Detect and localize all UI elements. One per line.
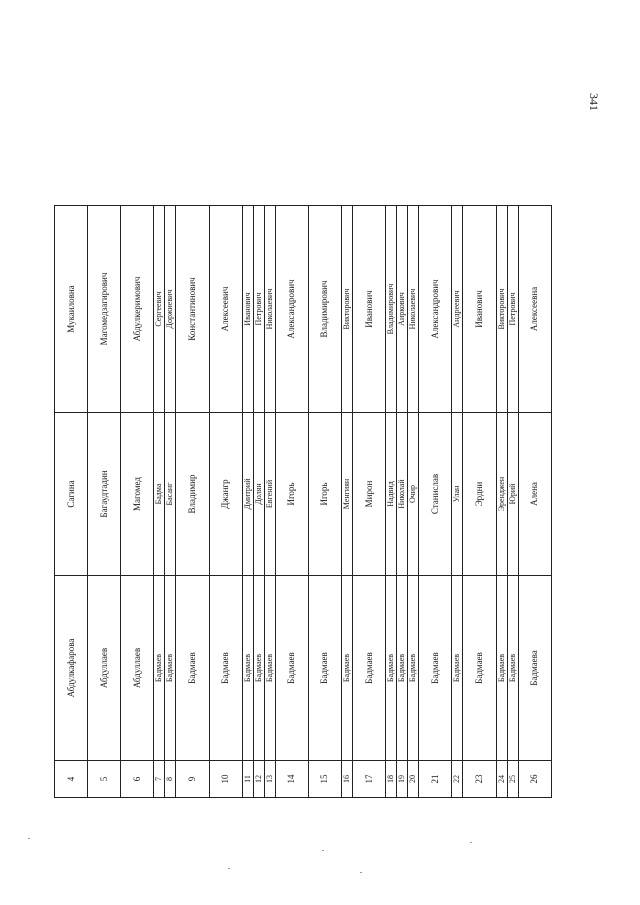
patronymic-cell: Иванович xyxy=(242,206,253,413)
table-row xyxy=(463,206,496,798)
persons-table xyxy=(54,205,552,798)
table-row xyxy=(209,206,242,798)
first-name-cell: Владимир xyxy=(176,413,209,576)
row-number-cell: 11 xyxy=(242,761,253,798)
first-name-cell: Юрий xyxy=(507,413,518,576)
row-number-cell: 18 xyxy=(386,761,397,798)
table-row xyxy=(507,206,518,798)
scan-speck xyxy=(360,872,362,873)
first-name-cell: Игорь xyxy=(275,413,308,576)
patronymic-cell: Александрович xyxy=(275,206,308,413)
page-number: 341 xyxy=(587,93,601,111)
last-name-cell: Бадмаев xyxy=(353,576,386,761)
last-name-cell: Бадмаев xyxy=(496,576,507,761)
last-name-cell: Бадмаев xyxy=(463,576,496,761)
first-name-cell: Менгиян xyxy=(342,413,353,576)
patronymic-cell: Алексеевич xyxy=(209,206,242,413)
row-number-cell: 22 xyxy=(452,761,463,798)
patronymic-cell: Владимирович xyxy=(386,206,397,413)
table-row xyxy=(176,206,209,798)
last-name-cell: Бадмаев xyxy=(507,576,518,761)
persons-table-body xyxy=(55,206,552,798)
last-name-cell: Бадмаев xyxy=(452,576,463,761)
first-name-cell: Алена xyxy=(518,413,551,576)
row-number-cell: 10 xyxy=(209,761,242,798)
last-name-cell: Бадмаев xyxy=(408,576,419,761)
first-name-cell: Долян xyxy=(253,413,264,576)
row-number-cell: 21 xyxy=(419,761,452,798)
last-name-cell: Бадмаев xyxy=(209,576,242,761)
first-name-cell: Станислав xyxy=(419,413,452,576)
table-row xyxy=(165,206,176,798)
patronymic-cell: Иванович xyxy=(353,206,386,413)
last-name-cell: Бадмаев xyxy=(308,576,341,761)
patronymic-cell: Петрович xyxy=(253,206,264,413)
row-number-cell: 26 xyxy=(518,761,551,798)
first-name-cell: Дмитрий xyxy=(242,413,253,576)
first-name-cell: Очир xyxy=(408,413,419,576)
scan-speck xyxy=(228,868,230,869)
patronymic-cell: Викторович xyxy=(496,206,507,413)
row-number-cell: 16 xyxy=(342,761,353,798)
table-row xyxy=(353,206,386,798)
table-row xyxy=(452,206,463,798)
row-number-cell: 7 xyxy=(154,761,165,798)
first-name-cell: Улан xyxy=(452,413,463,576)
scan-speck xyxy=(470,842,472,843)
patronymic-cell: Мукаиловна xyxy=(55,206,88,413)
first-name-cell: Магомед xyxy=(121,413,154,576)
table-row xyxy=(518,206,551,798)
patronymic-cell: Иванович xyxy=(463,206,496,413)
patronymic-cell: Абдулкеримович xyxy=(121,206,154,413)
patronymic-cell: Аиркович xyxy=(397,206,408,413)
first-name-cell: Евгений xyxy=(264,413,275,576)
row-number-cell: 17 xyxy=(353,761,386,798)
row-number-cell: 20 xyxy=(408,761,419,798)
last-name-cell: Абдуллаев xyxy=(121,576,154,761)
row-number-cell: 19 xyxy=(397,761,408,798)
first-name-cell: Николай xyxy=(397,413,408,576)
table-row xyxy=(397,206,408,798)
last-name-cell: Бадмаев xyxy=(264,576,275,761)
row-number-cell: 9 xyxy=(176,761,209,798)
patronymic-cell: Сергеевич xyxy=(154,206,165,413)
first-name-cell: Бадма xyxy=(154,413,165,576)
scan-speck xyxy=(28,838,30,839)
row-number-cell: 24 xyxy=(496,761,507,798)
patronymic-cell: Константинович xyxy=(176,206,209,413)
row-number-cell: 4 xyxy=(55,761,88,798)
row-number-cell: 13 xyxy=(264,761,275,798)
last-name-cell: Бадмаев xyxy=(386,576,397,761)
scan-speck xyxy=(322,850,324,851)
table-row xyxy=(264,206,275,798)
table-row xyxy=(55,206,88,798)
row-number-cell: 6 xyxy=(121,761,154,798)
table-row xyxy=(121,206,154,798)
patronymic-cell: Викторович xyxy=(342,206,353,413)
row-number-cell: 25 xyxy=(507,761,518,798)
last-name-cell: Бадмаев xyxy=(397,576,408,761)
first-name-cell: Джангр xyxy=(209,413,242,576)
last-name-cell: Бадмаева xyxy=(518,576,551,761)
table-row xyxy=(408,206,419,798)
patronymic-cell: Николаевич xyxy=(408,206,419,413)
last-name-cell: Бадмаев xyxy=(253,576,264,761)
patronymic-cell: Петрович xyxy=(507,206,518,413)
patronymic-cell: Магомедзагирович xyxy=(88,206,121,413)
patronymic-cell: Владимирович xyxy=(308,206,341,413)
table-row xyxy=(88,206,121,798)
row-number-cell: 8 xyxy=(165,761,176,798)
table-row xyxy=(496,206,507,798)
patronymic-cell: Николаевич xyxy=(264,206,275,413)
first-name-cell: Эренджен xyxy=(496,413,507,576)
table-row xyxy=(386,206,397,798)
first-name-cell: Эрдни xyxy=(463,413,496,576)
first-name-cell: Басанг xyxy=(165,413,176,576)
table-row xyxy=(253,206,264,798)
first-name-cell: Игорь xyxy=(308,413,341,576)
last-name-cell: Абдуллаев xyxy=(88,576,121,761)
last-name-cell: Абдулкафарова xyxy=(55,576,88,761)
table-row xyxy=(242,206,253,798)
last-name-cell: Бадмаев xyxy=(342,576,353,761)
row-number-cell: 23 xyxy=(463,761,496,798)
table-row xyxy=(275,206,308,798)
patronymic-cell: Александрович xyxy=(419,206,452,413)
row-number-cell: 12 xyxy=(253,761,264,798)
last-name-cell: Бадмаев xyxy=(275,576,308,761)
table-row xyxy=(308,206,341,798)
first-name-cell: Надвид xyxy=(386,413,397,576)
last-name-cell: Бадмаев xyxy=(419,576,452,761)
last-name-cell: Бадмаев xyxy=(154,576,165,761)
rotated-table-wrapper xyxy=(54,205,552,798)
row-number-cell: 15 xyxy=(308,761,341,798)
table-row xyxy=(154,206,165,798)
row-number-cell: 14 xyxy=(275,761,308,798)
table-row xyxy=(419,206,452,798)
table-row xyxy=(342,206,353,798)
row-number-cell: 5 xyxy=(88,761,121,798)
first-name-cell: Багаудтадин xyxy=(88,413,121,576)
last-name-cell: Бадмаев xyxy=(165,576,176,761)
first-name-cell: Мирон xyxy=(353,413,386,576)
patronymic-cell: Алексеевна xyxy=(518,206,551,413)
last-name-cell: Бадмаев xyxy=(176,576,209,761)
last-name-cell: Бадмаев xyxy=(242,576,253,761)
patronymic-cell: Доржиевич xyxy=(165,206,176,413)
first-name-cell: Сагина xyxy=(55,413,88,576)
patronymic-cell: Андреевич xyxy=(452,206,463,413)
